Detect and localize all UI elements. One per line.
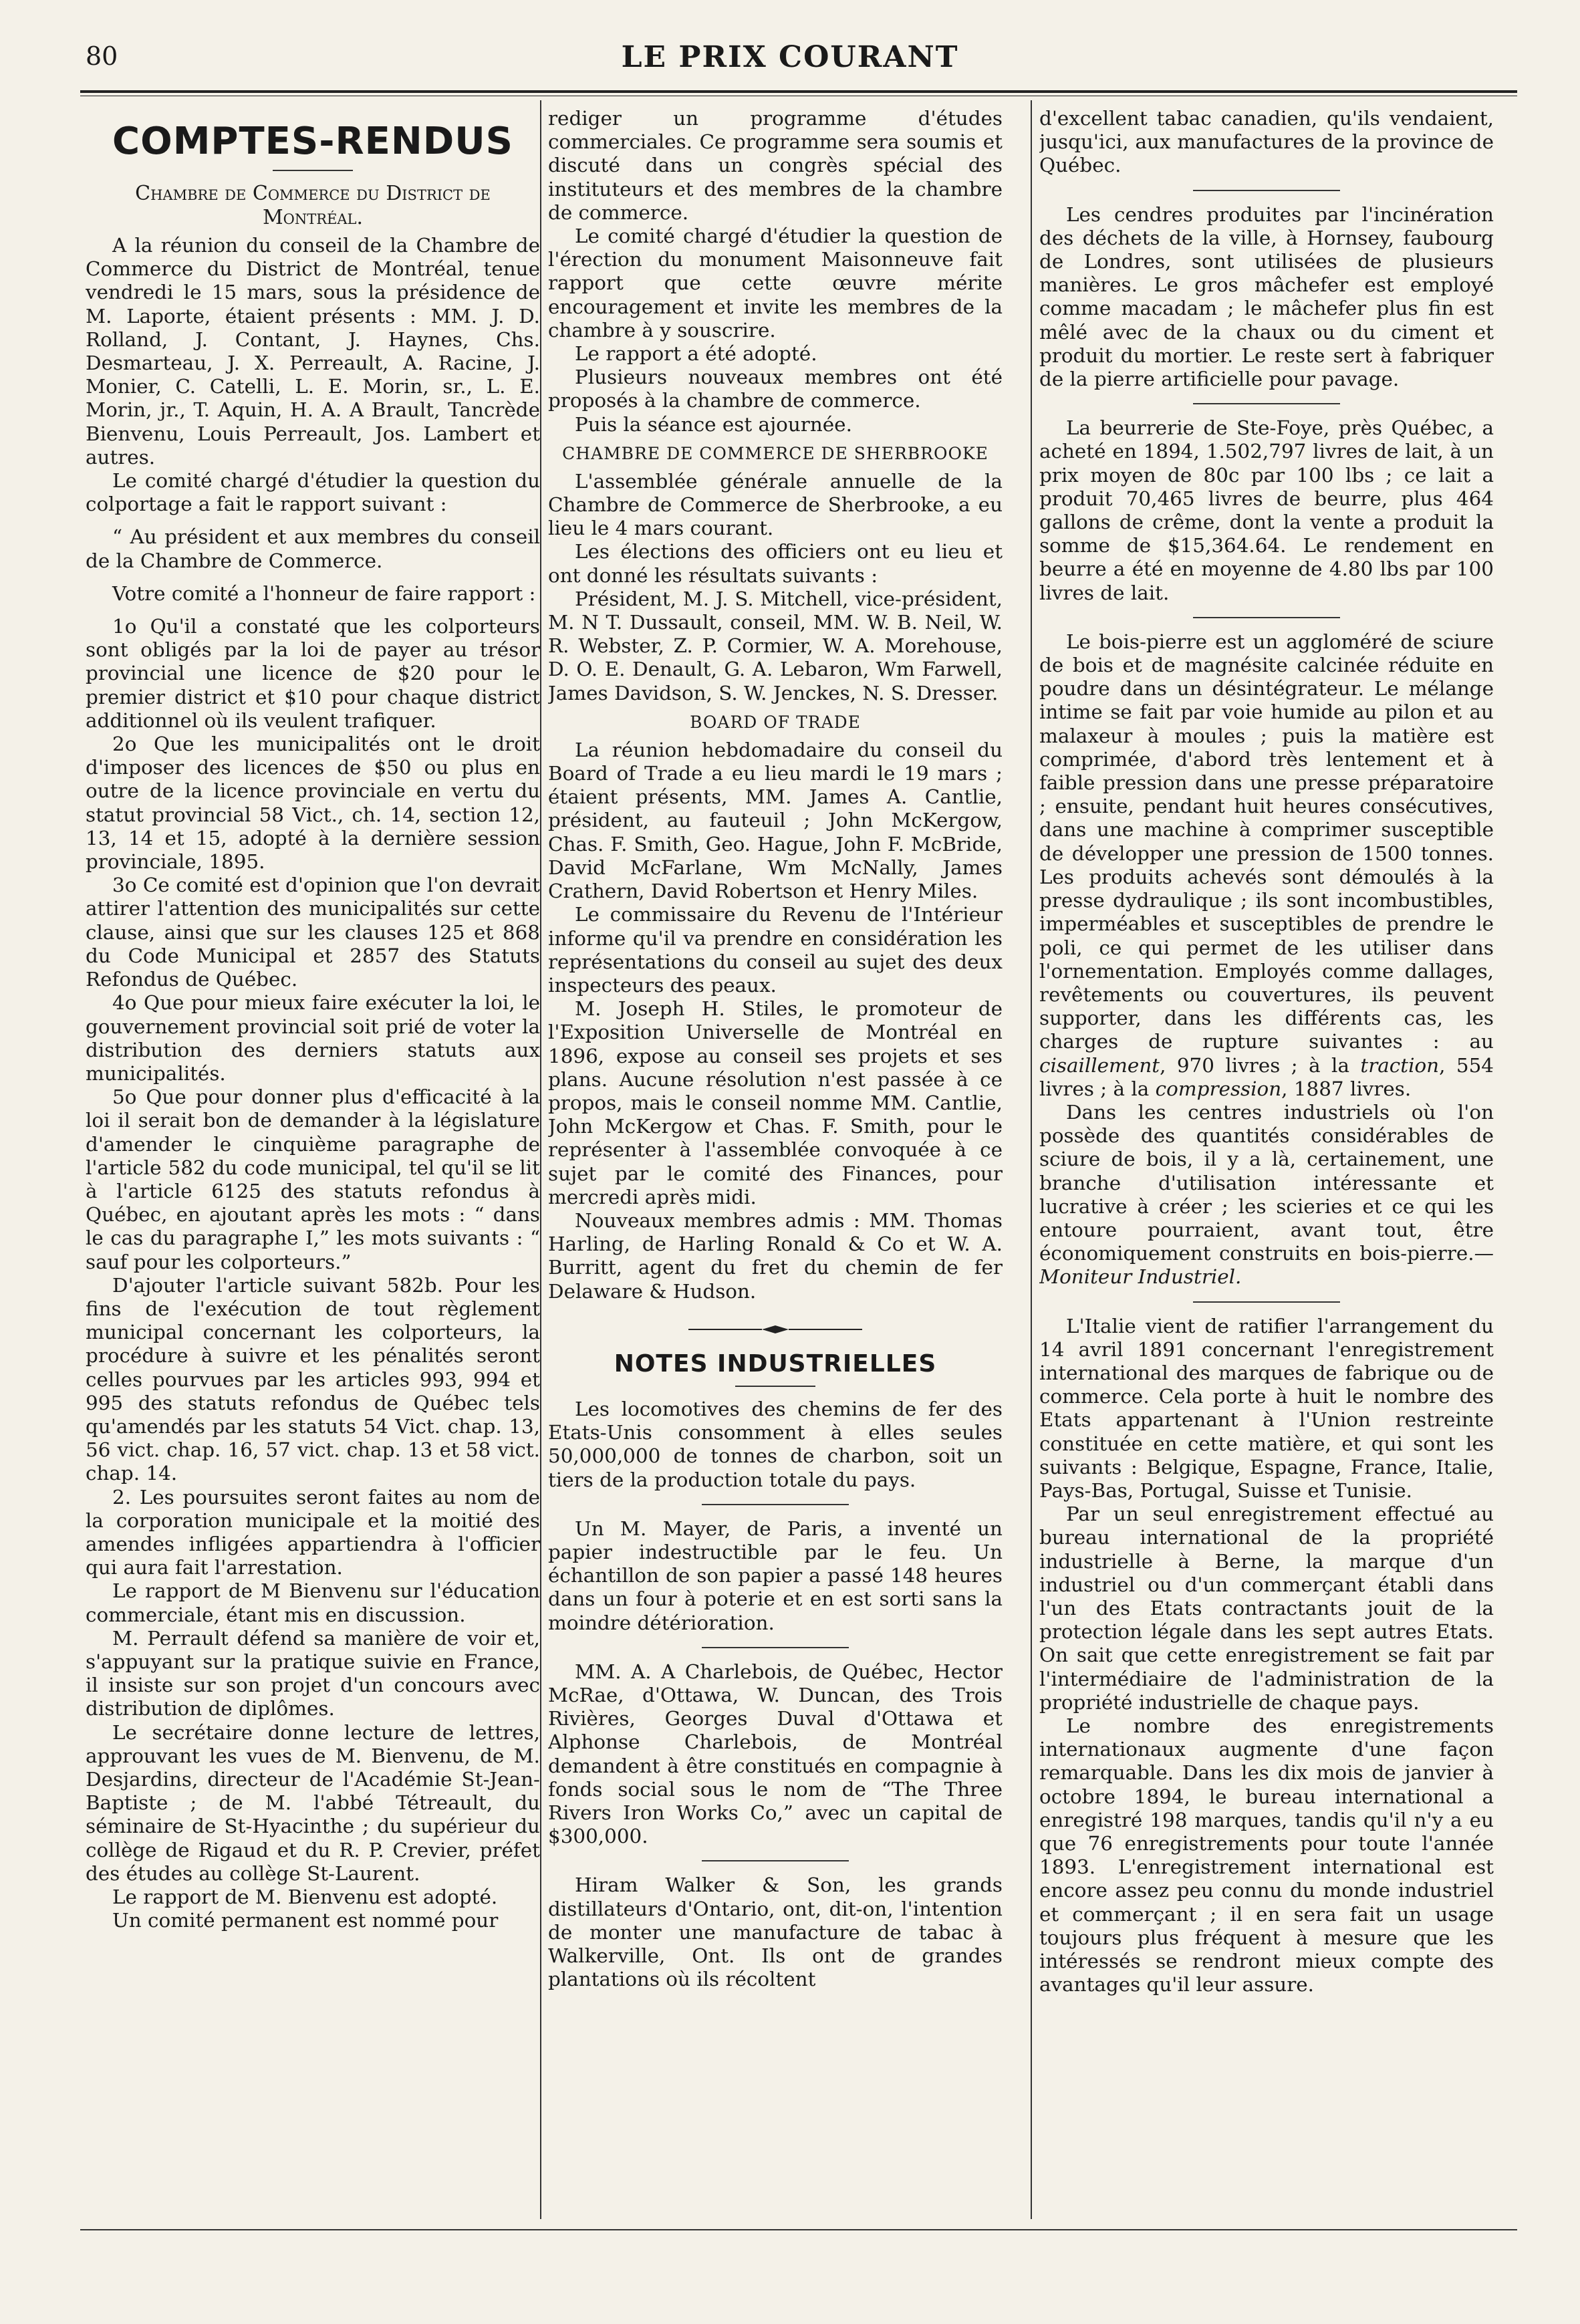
paragraph: Les cendres produites par l'incinération des déchets de la ville, à Hornsey, faubourg de Londres, sont utilisées de plusieurs manières. Le gros mâchefer est employé comme macadam ; le mâchefer plus fin est mêlé avec de la chaux ou du ciment et produit du mortier. Le reste sert à fabriquer de la pierre artificielle pour pavage. bbox=[1039, 203, 1494, 391]
subhead-board-of-trade: BOARD OF TRADE bbox=[690, 712, 861, 732]
paragraph: 4o Que pour mieux faire exécuter la loi, le gouvernement provincial soit prié de voter la distribution des derniers statuts aux municipalités. bbox=[86, 991, 540, 1085]
short-rule bbox=[735, 1386, 815, 1387]
ornament-icon bbox=[688, 1323, 862, 1336]
paragraph: D'ajouter l'article suivant 582b. Pour les fins de l'exécution de tout règlement municipal concernant les colporteurs, la procédure à suivre et les pénalités seront celles pourvues par les articles 993, 994 et 995 des statuts refondus de Québec tels qu'amendés par les statuts 54 Vict. chap. 13, 56 vict. chap. 16, 57 vict. chap. 13 et 58 vict. chap. 14. bbox=[86, 1273, 540, 1485]
paragraph: Le rapport de M. Bienvenu est adopté. bbox=[112, 1886, 498, 1909]
paragraph: 2. Les poursuites seront faites au nom de la corporation municipale et la moitié des amendes infligées appartiendra à l'officier qui aura fait l'arrestation. bbox=[86, 1485, 540, 1579]
subhead-chambre-montreal: Chambre de Commerce du District de Montréal. bbox=[135, 182, 491, 229]
paragraph: L'Italie vient de ratifier l'arrangement du 14 avril 1891 concernant l'enregistrement international des marques de fabrique ou de commerce. Cela porte à huit le nombre des Etats appartenant à l'Union restreinte constituée en cette matière, et qui sont les suivants : Belgique, Espagne, France, Italie, Pays-Bas, Portugal, Suisse et Tunisie. bbox=[1039, 1314, 1494, 1502]
paragraph: La réunion hebdomadaire du conseil du Board of Trade a eu lieu mardi le 19 mars ; étaient présents, MM. James A. Cantlie, président, au fauteuil ; John McKergow, Chas. F. Smith, Geo. Hague, John F. McBride, David McFarlane, Wm McNally, James Crathern, David Robertson et Henry Miles. bbox=[548, 738, 1003, 903]
text-run: , 1887 livres. bbox=[1281, 1077, 1412, 1100]
paragraph: Un comité permanent est nommé pour bbox=[112, 1909, 499, 1932]
paragraph: Le comité chargé d'étudier la question du colportage a fait le rapport suivant : bbox=[86, 469, 540, 516]
subhead-chambre-sherbrooke: CHAMBRE DE COMMERCE DE SHERBROOKE bbox=[562, 443, 989, 463]
paragraph: M. Perrault défend sa manière de voir et, s'appuyant sur la pratique suivie en France, il insiste sur son projet d'un concours avec distribution de diplômes. bbox=[86, 1626, 540, 1720]
running-head: LE PRIX COURANT bbox=[621, 40, 959, 74]
footer-rule bbox=[80, 2229, 1517, 2230]
text-run: , 970 livres ; à la bbox=[1160, 1053, 1361, 1077]
paragraph: La beurrerie de Ste-Foye, près Québec, a acheté en 1894, 1.502,797 livres de lait, à un prix moyen de 80c par 100 lbs ; ce lait a produit 70,465 livres de beurre, plus 464 gallons de crême, dont la vente a produit la somme de $15,364.64. Le rendement en beurre a été en moyenne de 4.80 lbs par 100 livres de lait. bbox=[1039, 416, 1494, 604]
column-2 bbox=[548, 107, 1003, 2219]
column-3 bbox=[1039, 107, 1494, 2219]
source-attribution: —Moniteur Industriel. bbox=[1039, 1242, 1494, 1289]
divider-rule bbox=[702, 1504, 849, 1505]
header-rule bbox=[80, 90, 1517, 93]
section-heading-comptes-rendus: COMPTES-RENDUS bbox=[112, 120, 514, 163]
paragraph: Le commissaire du Revenu de l'Intérieur informe qu'il va prendre en considération les représentations du conseil au sujet des deux inspecteurs des peaux. bbox=[548, 903, 1003, 997]
paragraph: Le rapport de M Bienvenu sur l'éducation commerciale, étant mis en discussion. bbox=[86, 1579, 540, 1626]
paragraph: Président, M. J. S. Mitchell, vice-président, M. N T. Dussault, conseil, MM. W. B. Neil, W. R. Webster, Z. P. Cormier, W. A. Morehouse, D. O. E. Denault, G. A. Lebaron, Wm Farwell, James Davidson, S. W. Jenckes, N. S. Dresser. bbox=[548, 587, 1003, 704]
paragraph: Votre comité a l'honneur de faire rapport : bbox=[112, 582, 536, 605]
paragraph: Le nombre des enregistrements internationaux augmente d'une façon remarquable. Dans les dix mois de janvier à octobre 1894, le bureau international a enregistré 198 marques, tandis qu'il n'y a eu que 76 enregistrements pour toute l'année 1893. L'enregistrement international est encore assez peu connu du monde industriel et commerçant ; il en sera fait un usage toujours plus fréquent à mesure que les intéressés se rendront mieux compte des avantages qu'il leur assure. bbox=[1039, 1714, 1494, 1996]
emphasis: compression bbox=[1155, 1077, 1282, 1100]
paragraph: Les locomotives des chemins de fer des Etats-Unis consomment à elles seules 50,000,000 de tonnes de charbon, soit un tiers de la production totale du pays. bbox=[548, 1397, 1003, 1491]
column-1 bbox=[86, 107, 540, 2219]
paragraph: Hiram Walker & Son, les grands distillateurs d'Ontario, ont, dit-on, l'intention de monter une manufacture de tabac à Walkerville, Ont. Ils ont de grandes plantations où ils récoltent bbox=[548, 1874, 1003, 1991]
paragraph: d'excellent tabac canadien, qu'ils vendaient, jusqu'ici, aux manufactures de la province de Québec. bbox=[1039, 107, 1494, 177]
divider-rule bbox=[1193, 403, 1340, 404]
text-run: Dans les centres industriels où l'on possède des quantités considérables de sciure de bois, il y a là, certainement, une branche d'utilisation intéressante et lucrative à créer ; les scieries et ce qui les entoure pourraient, avant tout, être économiquement construits en bois-pierre. bbox=[1039, 1100, 1494, 1265]
paragraph: 5o Que pour donner plus d'efficacité à la loi il serait bon de demander à la législature d'amender le cinquième paragraphe de l'article 582 du code municipal, tel qu'il se lit à l'article 6125 des statuts refondus à Québec, en ajoutant après les mots : “ dans le cas du paragraphe I,” les mots suivants : “ sauf pour les colporteurs.” bbox=[86, 1085, 540, 1273]
ornament-divider bbox=[548, 1318, 1003, 1341]
text-run: Le bois-pierre est un aggloméré de sciure de bois et de magnésite calcinée réduite en poudre dans un désintégrateur. Le mélange intime se fait par voie humide au pilon et au malaxeur à moules ; puis la matière est comprimée, d'abord très lentement et à faible pression dans une presse préparatoire ; ensuite, pendant huit heures consécutives, dans une machine à comprimer susceptible de développer une pression de 1500 tonnes. Les produits achevés sont démoulés à la presse dydraulique ; ils sont incombustibles, imperméables et susceptibles de prendre le poli, ce qui permet de les utiliser dans l'ornementation. Employés comme dallages, revêtements ou couvertures, ils peuvent supporter, dans les différents cas, les charges de rupture suivantes : au bbox=[1039, 630, 1494, 1053]
divider-rule bbox=[702, 1860, 849, 1861]
paragraph: Nouveaux membres admis : MM. Thomas Harling, de Harling Ronald & Co et W. A. Burritt, agent du fret du chemin de fer Delaware & Hudson. bbox=[548, 1208, 1003, 1303]
divider-rule bbox=[702, 1647, 849, 1648]
paragraph: 2o Que les municipalités ont le droit d'imposer des licences de $50 ou plus en outre de la licence provinciale en vertu du statut provincial 58 Vict., ch. 14, section 12, 13, 14 et 15, adopté à la dernière session provinciale, 1895. bbox=[86, 733, 540, 874]
column-divider bbox=[1031, 100, 1032, 2219]
paragraph: L'assemblée générale annuelle de la Chambre de Commerce de Sherbrooke, a eu lieu le 4 mars courant. bbox=[548, 469, 1003, 540]
paragraph: 3o Ce comité est d'opinion que l'on devrait attirer l'attention des municipalités sur cette clause, ainsi que sur les clauses 125 et 868 du Code Municipal et 2857 des Statuts Refondus de Québec. bbox=[86, 874, 540, 991]
section-heading-notes-industrielles: NOTES INDUSTRIELLES bbox=[614, 1349, 937, 1378]
paragraph: Le rapport a été adopté. bbox=[575, 342, 817, 366]
paragraph: A la réunion du conseil de la Chambre de Commerce du District de Montréal, tenue vendredi le 15 mars, sous la présidence de M. Laporte, étaient présents : MM. J. D. Rolland, J. Contant, J. Haynes, Chs. Desmarteau, J. X. Perreault, A. Racine, J. Monier, C. Catelli, L. E. Morin, sr., L. E. Morin, jr., T. Aquin, H. A. A Brault, Tancrède Bienvenu, Louis Perreault, Jos. Lambert et autres. bbox=[86, 234, 540, 469]
paragraph: “ Au président et aux membres du conseil de la Chambre de Commerce. bbox=[86, 525, 540, 572]
divider-rule bbox=[1193, 1301, 1340, 1303]
paragraph: Puis la séance est ajournée. bbox=[575, 412, 852, 436]
paragraph: Plusieurs nouveaux membres ont été proposés à la chambre de commerce. bbox=[548, 366, 1003, 412]
emphasis: traction bbox=[1360, 1053, 1440, 1077]
paragraph-bois-pierre bbox=[1039, 630, 1494, 1101]
paragraph: rediger un programme d'études commerciales. Ce programme sera soumis et discuté dans un congrès spécial des instituteurs et des membres de la chambre de commerce. bbox=[548, 107, 1003, 224]
paragraph: Par un seul enregistrement effectué au bureau international de la propriété industrielle à Berne, la marque d'un industriel ou d'un commerçant établi dans l'un des Etats contractants jouit de la protection légale dans les sept autres Etats. On sait que cette enregistrement se fait par l'intermédiaire de l'administration de la propriété industrielle de chaque pays. bbox=[1039, 1503, 1494, 1714]
paragraph: Le secrétaire donne lecture de lettres, approuvant les vues de M. Bienvenu, de M. Desjardins, directeur de l'Académie St-Jean-Baptiste ; de M. l'abbé Tétreault, du séminaire de St-Hyacinthe ; du supérieur du collège de Rigaud et du R. P. Crevier, préfet des études au collège St-Laurent. bbox=[86, 1720, 540, 1885]
emphasis: cisaillement bbox=[1039, 1053, 1160, 1077]
text-run: , 554 livres ; à la bbox=[1039, 1053, 1494, 1100]
paragraph: 1o Qu'il a constaté que les colporteurs sont obligés par la loi de payer au trésor provincial une licence de $20 pour le premier district et $10 pour chaque district additionnel où ils veulent trafiquer. bbox=[86, 615, 540, 732]
paragraph: M. Joseph H. Stiles, le promoteur de l'Exposition Universelle de Montréal en 1896, expose au conseil ses projets et ses plans. Aucune résolution n'est passée à ce propos, mais le conseil nomme MM. Cantlie, John McKergow et Chas. F. Smith, pour le représenter à l'assemblée convoquée à ce sujet par le comité des Finances, pour mercredi après midi. bbox=[548, 997, 1003, 1208]
paragraph bbox=[1039, 1101, 1494, 1289]
short-rule bbox=[273, 170, 353, 171]
page-number: 80 bbox=[86, 41, 118, 71]
paragraph: Les élections des officiers ont eu lieu et ont donné les résultats suivants : bbox=[548, 540, 1003, 587]
divider-rule bbox=[1193, 617, 1340, 618]
paragraph: MM. A. A Charlebois, de Québec, Hector McRae, d'Ottawa, W. Duncan, des Trois Rivières, Georges Duval d'Ottawa et Alphonse Charlebois, de Montréal demandent à être constitués en compagnie à fonds social sous le nom de “The Three Rivers Iron Works Co,” avec un capital de $300,000. bbox=[548, 1660, 1003, 1848]
paragraph: Un M. Mayer, de Paris, a inventé un papier indestructible par le feu. Un échantillon de son papier a passé 148 heures dans un four à poterie et en est sorti sans la moindre détérioration. bbox=[548, 1517, 1003, 1634]
paragraph: Le comité chargé d'étudier la question de l'érection du monument Maisonneuve fait rapport que cette œuvre mérite encouragement et invite les membres de la chambre à y souscrire. bbox=[548, 225, 1003, 342]
divider-rule bbox=[1193, 190, 1340, 191]
column-divider bbox=[540, 100, 541, 2219]
